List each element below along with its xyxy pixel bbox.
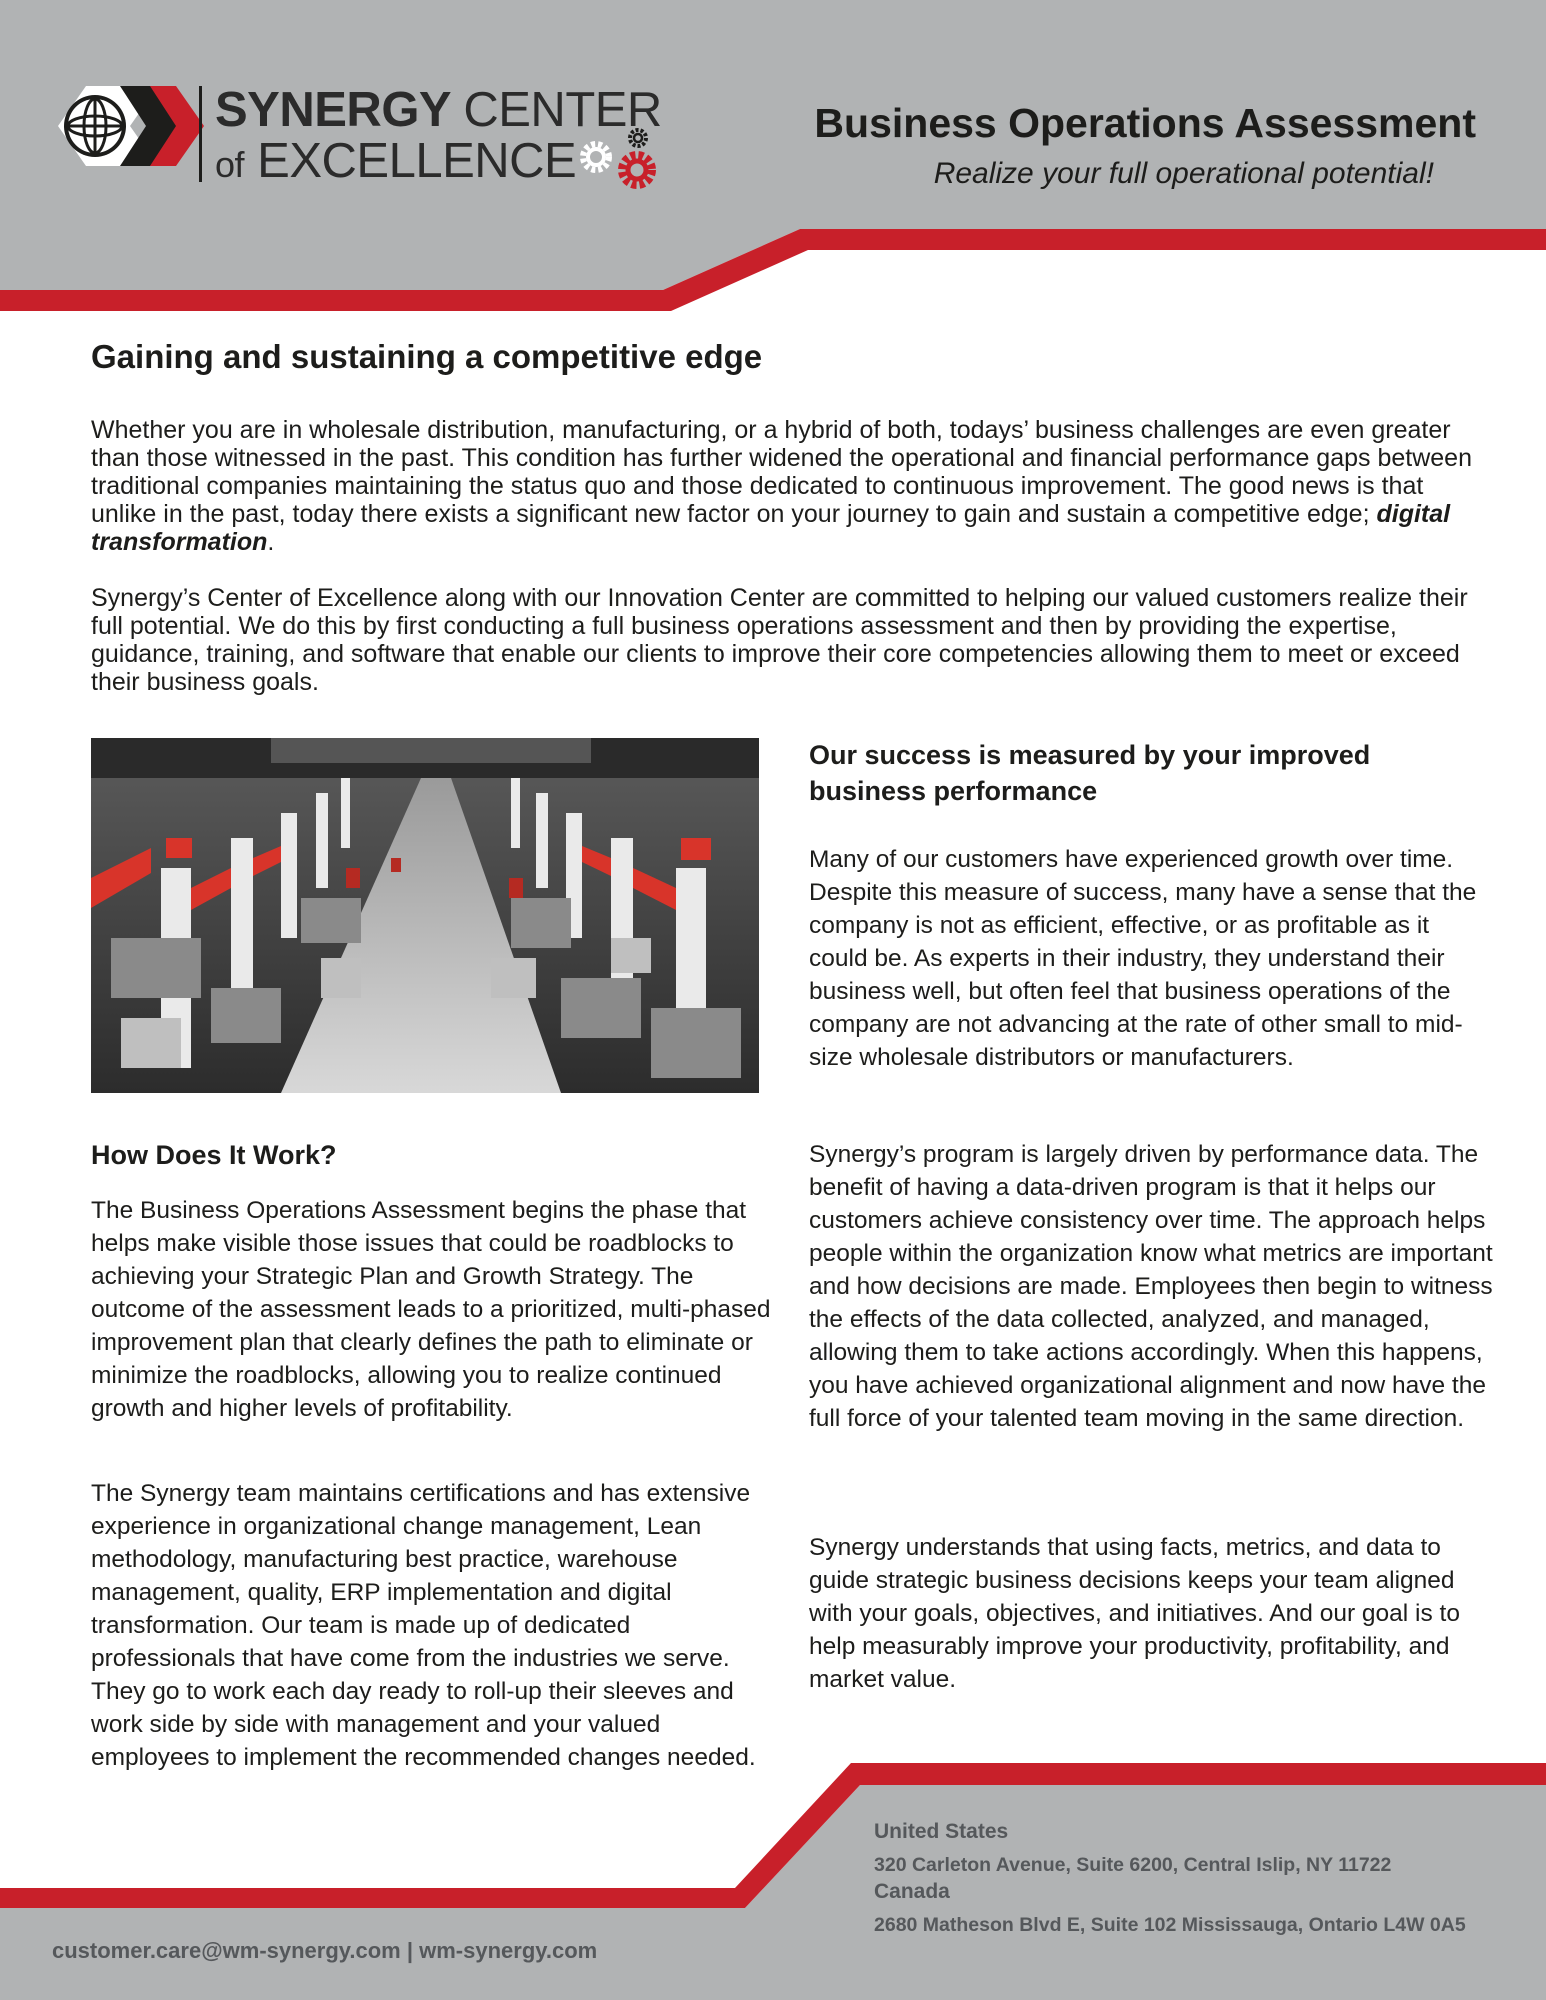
logo-excellence: EXCELLENCE xyxy=(257,134,577,188)
main-heading: Gaining and sustaining a competitive edge xyxy=(91,338,763,375)
success-paragraph-1: Many of our customers have experienced growth over time. Despite this measure of success, many have a sense that the company is not as efficient, effective, or as profitable as it could be. As experts in their industry, they understand their business well, but often feel that business operations of the company are not advancing at the rate of other small to mid-size wholesale distributors or manufacturers. xyxy=(809,846,1477,1071)
intro-paragraph-2: Synergy’s Center of Excellence along with our Innovation Center are committed to helping our valued customers realize their full potential. We do this by first conducting a full business operations assessment and then by providing the expertise, guidance, training, and software that enable our clients to improve their core competencies allowing them to meet or exceed their business goals. xyxy=(91,584,1468,696)
logo-center: CENTER xyxy=(463,83,662,137)
footer-canada-address: 2680 Matheson Blvd E, Suite 102 Mississauga, Ontario L4W 0A5 xyxy=(874,1914,1466,1936)
success-paragraph-3: Synergy understands that using facts, metrics, and data to guide strategic business decisions keeps your team aligned with your goals, objectives, and initiatives. And our goal is to help measurably improve your productivity, profitability, and market value. xyxy=(809,1534,1460,1693)
intro-paragraph-1-end: . xyxy=(267,528,275,556)
intro-paragraph-1 xyxy=(91,416,1491,556)
logo-text-line1 xyxy=(215,82,662,138)
document-subtitle: Realize your full operational potential! xyxy=(933,157,1434,190)
success-paragraph-2: Synergy’s program is largely driven by performance data. The benefit of having a data-driven program is that it helps our customers achieve consistency over time. The approach helps people within the organization know what metrics are important and how decisions are made. Employees then begin to witness the effects of the data collected, analyzed, and managed, allowing them to take actions accordingly. When this happens, you have achieved organizational alignment and now have the full force of your talented team moving in the same direction. xyxy=(809,1141,1493,1432)
footer-us-address: 320 Carleton Avenue, Suite 6200, Central Islip, NY 11722 xyxy=(874,1854,1392,1876)
how-it-works-paragraph-2: The Synergy team maintains certifications and has extensive experience in organizational change management, Lean methodology, manufacturing best practice, warehouse management, quality, ERP implementation and digital transformation. Our team is made up of dedicated professionals that have come from the industries we serve. They go to work each day ready to roll-up their sleeves and work side by side with management and your valued employees to implement the recommended changes needed. xyxy=(91,1480,756,1771)
footer-contact-links[interactable]: customer.care@wm-synergy.com | wm-synergy.com xyxy=(52,1938,598,1963)
factory-photo xyxy=(91,738,759,1093)
logo-of: of xyxy=(215,144,245,185)
logo-text-line2 xyxy=(215,133,576,189)
footer-us-label: United States xyxy=(874,1820,1009,1843)
success-heading: Our success is measured by your improved business performance xyxy=(809,740,1371,806)
footer-canada-label: Canada xyxy=(874,1880,950,1903)
intro-paragraph-1-text: Whether you are in wholesale distribution, manufacturing, or a hybrid of both, todays’ business challenges are even greater than those witnessed in the past. This condition has further widened the operational and financial performance gaps between traditional companies maintaining the status quo and those dedicated to continuous improvement. The good news is that unlike in the past, today there exists a significant new factor on your journey to gain and sustain a competitive edge; xyxy=(91,416,1472,528)
intro-emphasis: digital transformation xyxy=(91,500,1451,556)
document-title: Business Operations Assessment xyxy=(814,100,1476,146)
how-it-works-paragraph-1: The Business Operations Assessment begins the phase that helps make visible those issues that could be roadblocks to achieving your Strategic Plan and Growth Strategy. The outcome of the assessment leads to a prioritized, multi-phased improvement plan that clearly defines the path to eliminate or minimize the roadblocks, allowing you to realize continued growth and higher levels of profitability. xyxy=(91,1197,771,1422)
how-it-works-heading: How Does It Work? xyxy=(91,1140,337,1170)
logo-synergy: SYNERGY xyxy=(215,83,451,137)
